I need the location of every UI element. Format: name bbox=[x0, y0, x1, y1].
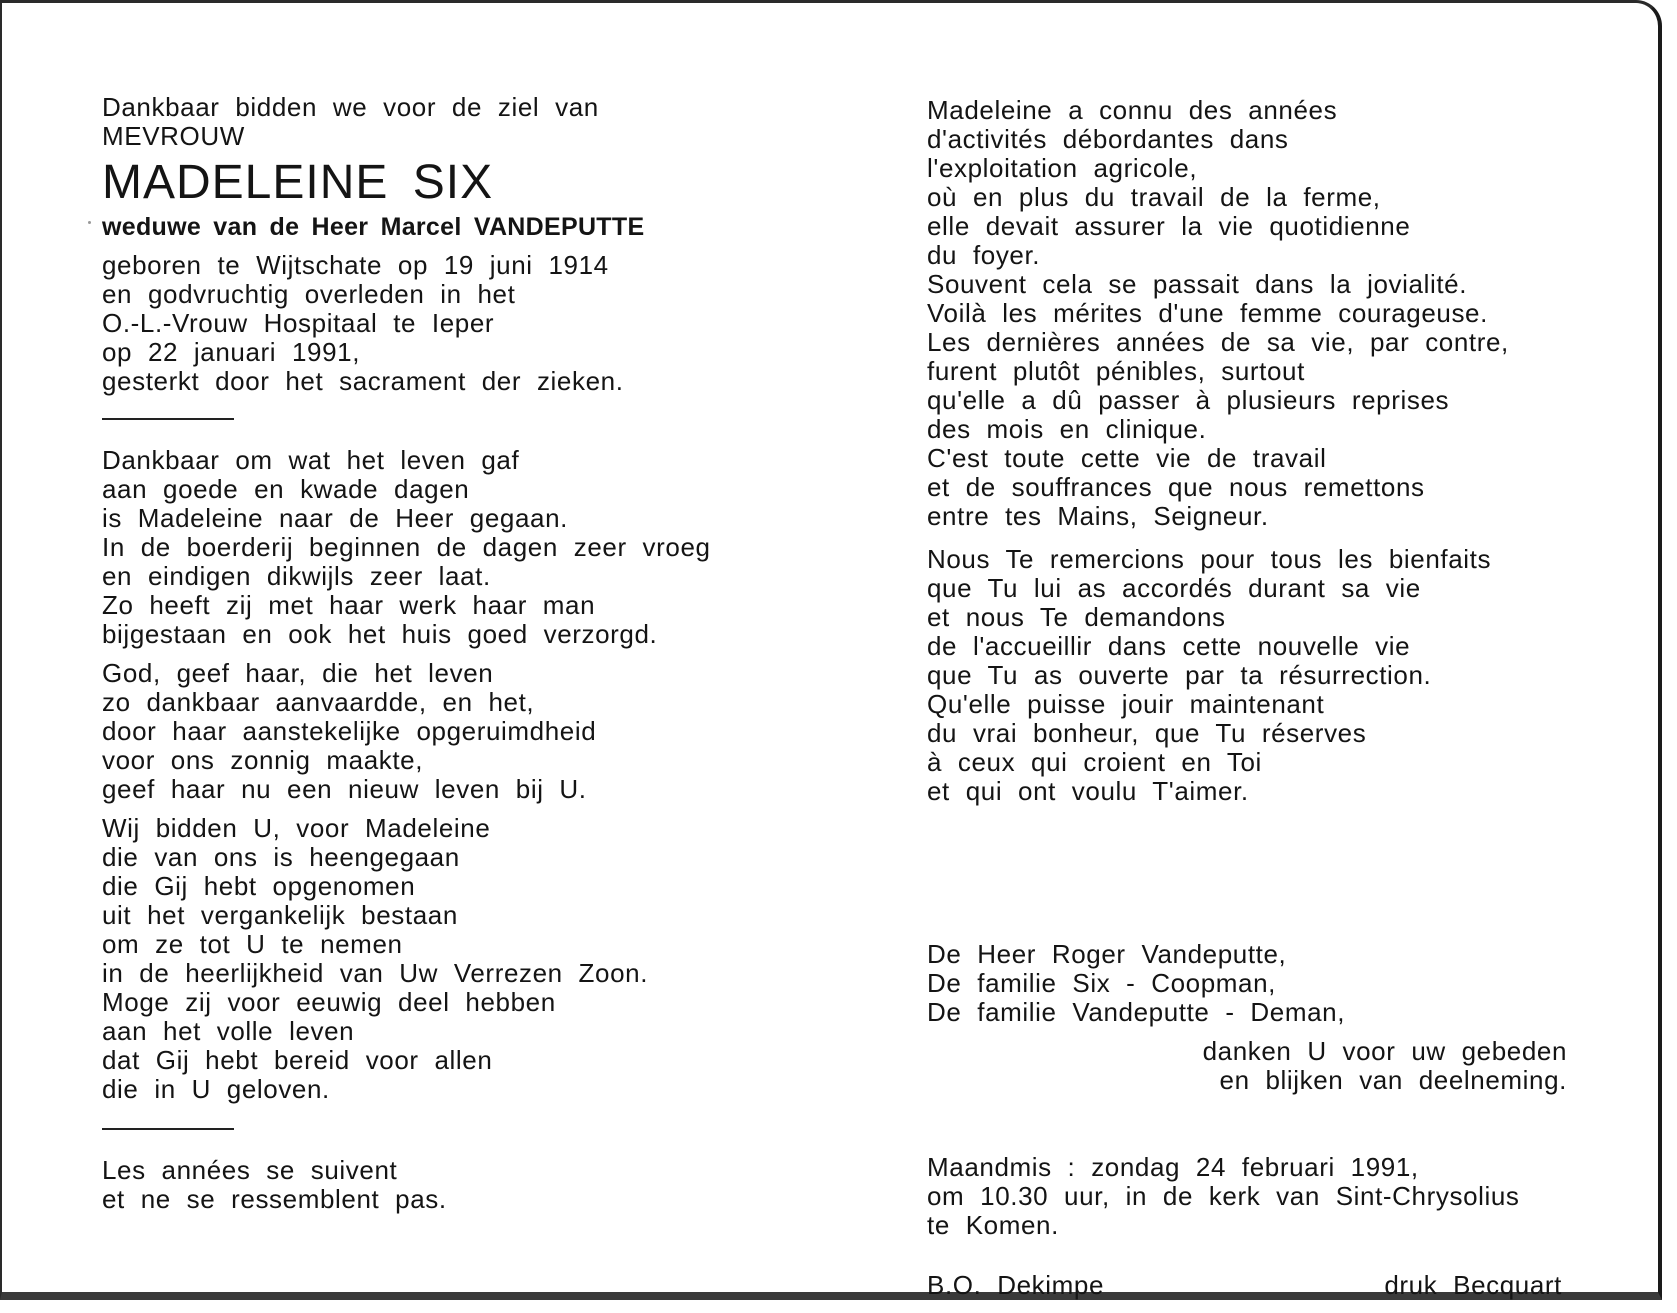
divider bbox=[102, 418, 234, 420]
french-line: C'est toute cette vie de travail bbox=[927, 443, 1327, 473]
closing-line: et ne se ressemblent pas. bbox=[102, 1184, 447, 1214]
poem-line: In de boerderij beginnen de dagen zeer vroeg bbox=[102, 532, 711, 562]
divider bbox=[102, 1128, 234, 1130]
french-line: et nous Te demandons bbox=[927, 602, 1226, 632]
poem-line: en eindigen dikwijls zeer laat. bbox=[102, 561, 491, 591]
poem-line: is Madeleine naar de Heer gegaan. bbox=[102, 503, 568, 533]
french-line: du vrai bonheur, que Tu réserves bbox=[927, 718, 1367, 748]
poem-stanza-3 bbox=[102, 814, 802, 1104]
right-column bbox=[927, 96, 1567, 1240]
mass-line: Maandmis : zondag 24 februari 1991, bbox=[927, 1152, 1419, 1182]
thanks-line: danken U voor uw gebeden bbox=[1202, 1036, 1567, 1066]
left-column bbox=[102, 93, 802, 1214]
biography bbox=[102, 251, 802, 396]
bio-line: en godvruchtig overleden in het bbox=[102, 279, 516, 309]
french-line: à ceux qui croient en Toi bbox=[927, 747, 1262, 777]
french-line: qu'elle a dû passer à plusieurs reprises bbox=[927, 385, 1450, 415]
mass-announcement bbox=[927, 1153, 1567, 1240]
poem-line: aan goede en kwade dagen bbox=[102, 474, 470, 504]
family-line: De familie Six - Coopman, bbox=[927, 968, 1276, 998]
french-text-2 bbox=[927, 545, 1567, 806]
french-line: que Tu as ouverte par ta résurrection. bbox=[927, 660, 1432, 690]
french-line: du foyer. bbox=[927, 240, 1041, 270]
poem-line: Dankbaar om wat het leven gaf bbox=[102, 445, 520, 475]
french-line: entre tes Mains, Seigneur. bbox=[927, 501, 1269, 531]
poem-line: uit het vergankelijk bestaan bbox=[102, 900, 458, 930]
thanks-note bbox=[927, 1037, 1567, 1095]
french-line: que Tu lui as accordés durant sa vie bbox=[927, 573, 1421, 603]
family-line: De Heer Roger Vandeputte, bbox=[927, 939, 1287, 969]
mass-line: te Komen. bbox=[927, 1210, 1059, 1240]
poem-line: God, geef haar, die het leven bbox=[102, 658, 494, 688]
french-line: où en plus du travail de la ferme, bbox=[927, 182, 1381, 212]
poem-line: voor ons zonnig maakte, bbox=[102, 745, 424, 775]
french-line: Souvent cela se passait dans la jovialité. bbox=[927, 269, 1468, 299]
widow-line: weduwe van de Heer Marcel VANDEPUTTE bbox=[102, 213, 645, 241]
french-line: Nous Te remercions pour tous les bienfaits bbox=[927, 544, 1492, 574]
family-list bbox=[927, 940, 1567, 1027]
mass-line: om 10.30 uur, in de kerk van Sint-Chrysolius bbox=[927, 1181, 1520, 1211]
poem-stanza-1 bbox=[102, 446, 802, 649]
french-line: elle devait assurer la vie quotidienne bbox=[927, 211, 1411, 241]
french-line: de l'accueillir dans cette nouvelle vie bbox=[927, 631, 1411, 661]
french-line: Les dernières années de sa vie, par contre, bbox=[927, 327, 1509, 357]
french-line: Qu'elle puisse jouir maintenant bbox=[927, 689, 1325, 719]
bio-line: op 22 januari 1991, bbox=[102, 337, 361, 367]
family-line: De familie Vandeputte - Deman, bbox=[927, 997, 1346, 1027]
poem-line: die van ons is heengegaan bbox=[102, 842, 460, 872]
closing-line: Les années se suivent bbox=[102, 1155, 398, 1185]
french-line: l'exploitation agricole, bbox=[927, 153, 1198, 183]
bio-line: O.-L.-Vrouw Hospitaal te Ieper bbox=[102, 308, 495, 338]
french-line: et qui ont voulu T'aimer. bbox=[927, 776, 1249, 806]
thanks-line: en blijken van deelneming. bbox=[1219, 1065, 1567, 1095]
poem-line: Wij bidden U, voor Madeleine bbox=[102, 813, 491, 843]
french-line: furent plutôt pénibles, surtout bbox=[927, 356, 1305, 386]
poem-line: in de heerlijkheid van Uw Verrezen Zoon. bbox=[102, 958, 649, 988]
deceased-name: MADELEINE SIX bbox=[102, 156, 494, 209]
poem-line: die in U geloven. bbox=[102, 1074, 330, 1104]
poem-line: bijgestaan en ook het huis goed verzorgd. bbox=[102, 619, 658, 649]
poem-stanza-2 bbox=[102, 659, 802, 804]
bio-line: gesterkt door het sacrament der zieken. bbox=[102, 366, 624, 396]
french-line: Madeleine a connu des années bbox=[927, 95, 1338, 125]
poem-line: Zo heeft zij met haar werk haar man bbox=[102, 590, 596, 620]
poem-line: Moge zij voor eeuwig deel hebben bbox=[102, 987, 556, 1017]
poem-line: zo dankbaar aanvaardde, en het, bbox=[102, 687, 535, 717]
bio-line: geboren te Wijtschate op 19 juni 1914 bbox=[102, 250, 609, 280]
scan-speck bbox=[88, 221, 91, 224]
poem-line: om ze tot U te nemen bbox=[102, 929, 403, 959]
poem-line: geef haar nu een nieuw leven bij U. bbox=[102, 774, 587, 804]
funeral-director: B.O. Dekimpe bbox=[927, 1270, 1105, 1300]
poem-line: door haar aanstekelijke opgeruimdheid bbox=[102, 716, 597, 746]
french-line: des mois en clinique. bbox=[927, 414, 1207, 444]
french-line: d'activités débordantes dans bbox=[927, 124, 1289, 154]
intro-text: Dankbaar bidden we voor de ziel van bbox=[102, 92, 599, 122]
poem-line: dat Gij hebt bereid voor allen bbox=[102, 1045, 493, 1075]
french-text-1 bbox=[927, 96, 1567, 531]
french-line: Voilà les mérites d'une femme courageuse. bbox=[927, 298, 1488, 328]
honorific: MEVROUW bbox=[102, 121, 245, 151]
poem-line: aan het volle leven bbox=[102, 1016, 355, 1046]
closing-verse bbox=[102, 1156, 802, 1214]
poem-line: die Gij hebt opgenomen bbox=[102, 871, 416, 901]
printer-credit: druk Becquart bbox=[1384, 1270, 1562, 1300]
french-line: et de souffrances que nous remettons bbox=[927, 472, 1425, 502]
